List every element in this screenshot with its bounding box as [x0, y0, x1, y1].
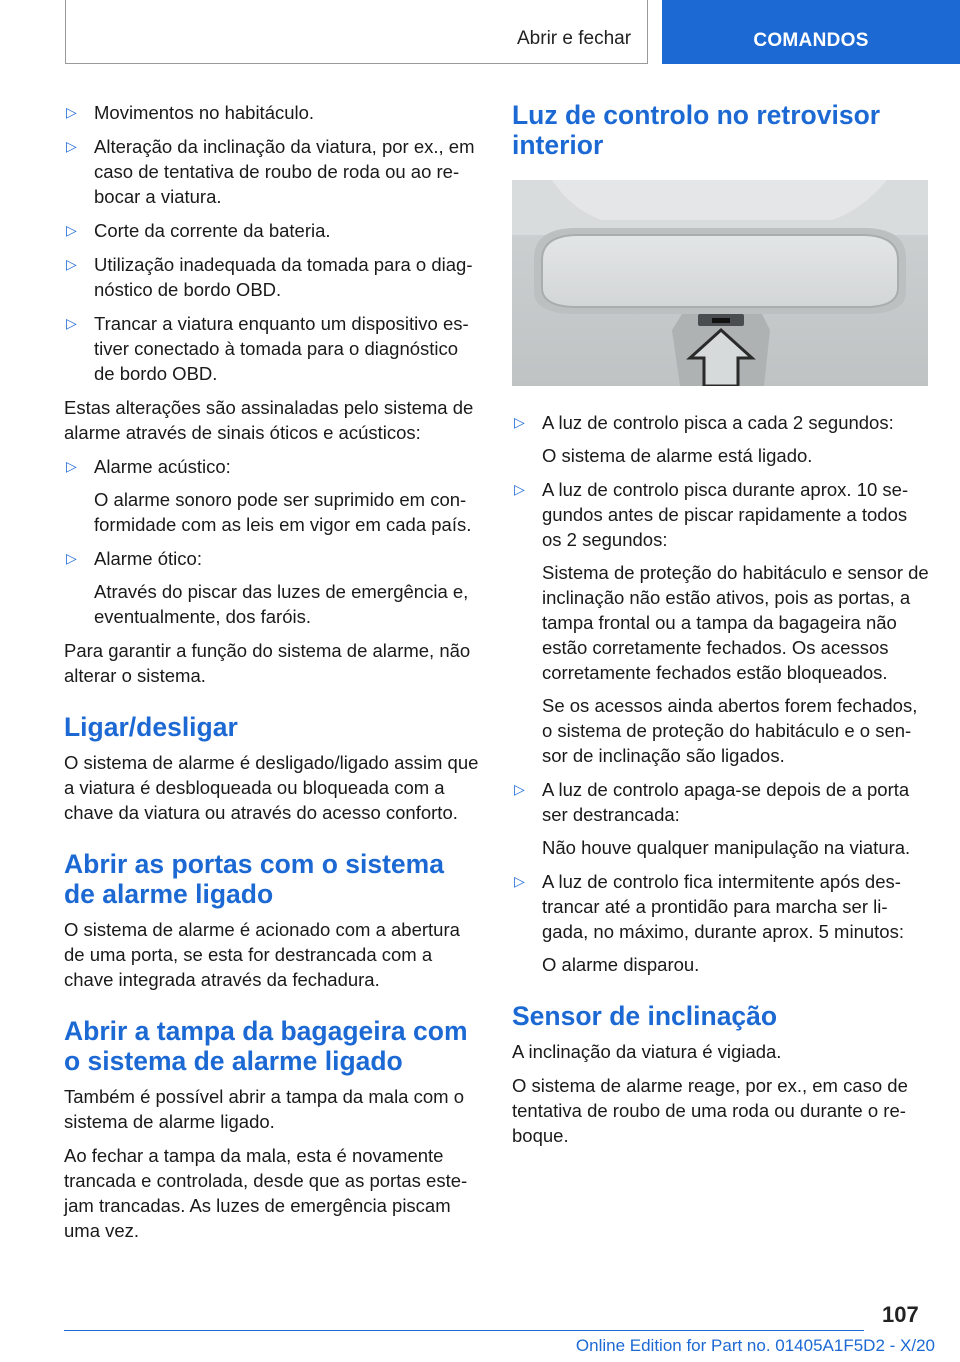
footer-divider [64, 1330, 864, 1331]
list-item: ▷ Utilização inadequada da tomada para o diag-nóstico de bordo OBD. [66, 254, 473, 300]
triangle-bullet-icon: ▷ [66, 458, 77, 474]
page-number: 107 [882, 1302, 919, 1327]
paragraph: Para garantir a função do sistema de alarme, não alterar o sistema. [64, 640, 471, 686]
right-column [512, 100, 930, 1157]
list-item: ▷ Movimentos no habitáculo. [66, 102, 315, 123]
section-heading: Ligar/desligar [64, 712, 238, 742]
list-item: ▷ A luz de controlo pisca durante aprox. 10 se-gundos antes de piscar rapidamente a todos os 2 segundos: Sistema de proteção do habitáculo e sensor de inclinação não estão ativos, pois as portas, a tampa frontal ou a tampa da bagageira não estão corretamente fechados. Os acessos corretamente fechados estão bloqueados. Se os acessos ainda abertos forem fechados, o sistema de proteção do habitáculo e o sen-sor de inclinação são ligados. [514, 479, 929, 766]
triangle-bullet-icon: ▷ [66, 222, 77, 238]
section-heading: Abrir as portas com o sistema de alarme ligado [64, 849, 444, 909]
header-chapter-tab[interactable] [662, 0, 960, 64]
list-item: ▷ Corte da corrente da bateria. [66, 220, 331, 241]
header-section-title: Abrir e fechar [517, 28, 632, 49]
triangle-bullet-icon: ▷ [66, 315, 77, 331]
paragraph: Ao fechar a tampa da mala, esta é novamente trancada e controlada, desde que as portas este-jam trancadas. As luzes de emergência piscam uma vez. [64, 1145, 468, 1241]
list-item: ▷ A luz de controlo pisca a cada 2 segundos: O sistema de alarme está ligado. [514, 412, 894, 466]
paragraph: Também é possível abrir a tampa da mala com o sistema de alarme ligado. [64, 1086, 464, 1132]
list-item: ▷ Alarme acústico: O alarme sonoro pode ser suprimido em con-formidade com as leis em vigor em cada país. [66, 456, 472, 535]
triangle-bullet-icon: ▷ [66, 138, 77, 154]
paragraph: O sistema de alarme reage, por ex., em caso de tentativa de roubo de uma roda ou durante o re-boque. [512, 1075, 908, 1146]
left-column [64, 100, 481, 1252]
paragraph: O sistema de alarme é acionado com a abertura de uma porta, se esta for destrancada com a chave integrada através da fechadura. [64, 919, 460, 990]
section-heading: Luz de controlo no retrovisor interior [512, 100, 881, 160]
footer-edition-text: Online Edition for Part no. 01405A1F5D2 - X/20 [575, 1336, 935, 1355]
triangle-bullet-icon: ▷ [66, 550, 77, 566]
list-item: ▷ A luz de controlo fica intermitente após des-trancar até a prontidão para marcha ser li-gada, no máximo, durante aprox. 5 minutos: O alarme disparou. [514, 871, 904, 975]
list-item: ▷ A luz de controlo apaga-se depois de a porta ser destrancada: Não houve qualquer manipulação na viatura. [514, 779, 911, 858]
paragraph: A inclinação da viatura é vigiada. [512, 1041, 782, 1062]
section-heading: Abrir a tampa da bagageira com o sistema de alarme ligado [64, 1016, 468, 1076]
list-item: ▷ Alarme ótico: Através do piscar das luzes de emergência e, eventualmente, dos faróis. [66, 548, 469, 627]
header-chapter-label: COMANDOS [753, 30, 869, 51]
list-item: ▷ Trancar a viatura enquanto um dispositivo es-tiver conectado à tomada para o diagnóstico de bordo OBD. [66, 313, 469, 384]
section-heading: Sensor de inclinação [512, 1001, 778, 1031]
list-item: ▷ Alteração da inclinação da viatura, por ex., em caso de tentativa de roubo de roda ou ao re-bocar a viatura. [66, 136, 475, 207]
triangle-bullet-icon: ▷ [514, 781, 525, 797]
triangle-bullet-icon: ▷ [514, 873, 525, 889]
rearview-mirror-illustration [512, 180, 928, 386]
triangle-bullet-icon: ▷ [514, 481, 525, 497]
triangle-bullet-icon: ▷ [514, 414, 525, 430]
triangle-bullet-icon: ▷ [66, 104, 77, 120]
paragraph: O sistema de alarme é desligado/ligado assim que a viatura é desbloqueada ou bloqueada com a chave da viatura ou através do acesso conforto. [64, 752, 479, 823]
paragraph: Estas alterações são assinaladas pelo sistema de alarme através de sinais óticos e acústicos: [64, 397, 474, 443]
triangle-bullet-icon: ▷ [66, 256, 77, 272]
